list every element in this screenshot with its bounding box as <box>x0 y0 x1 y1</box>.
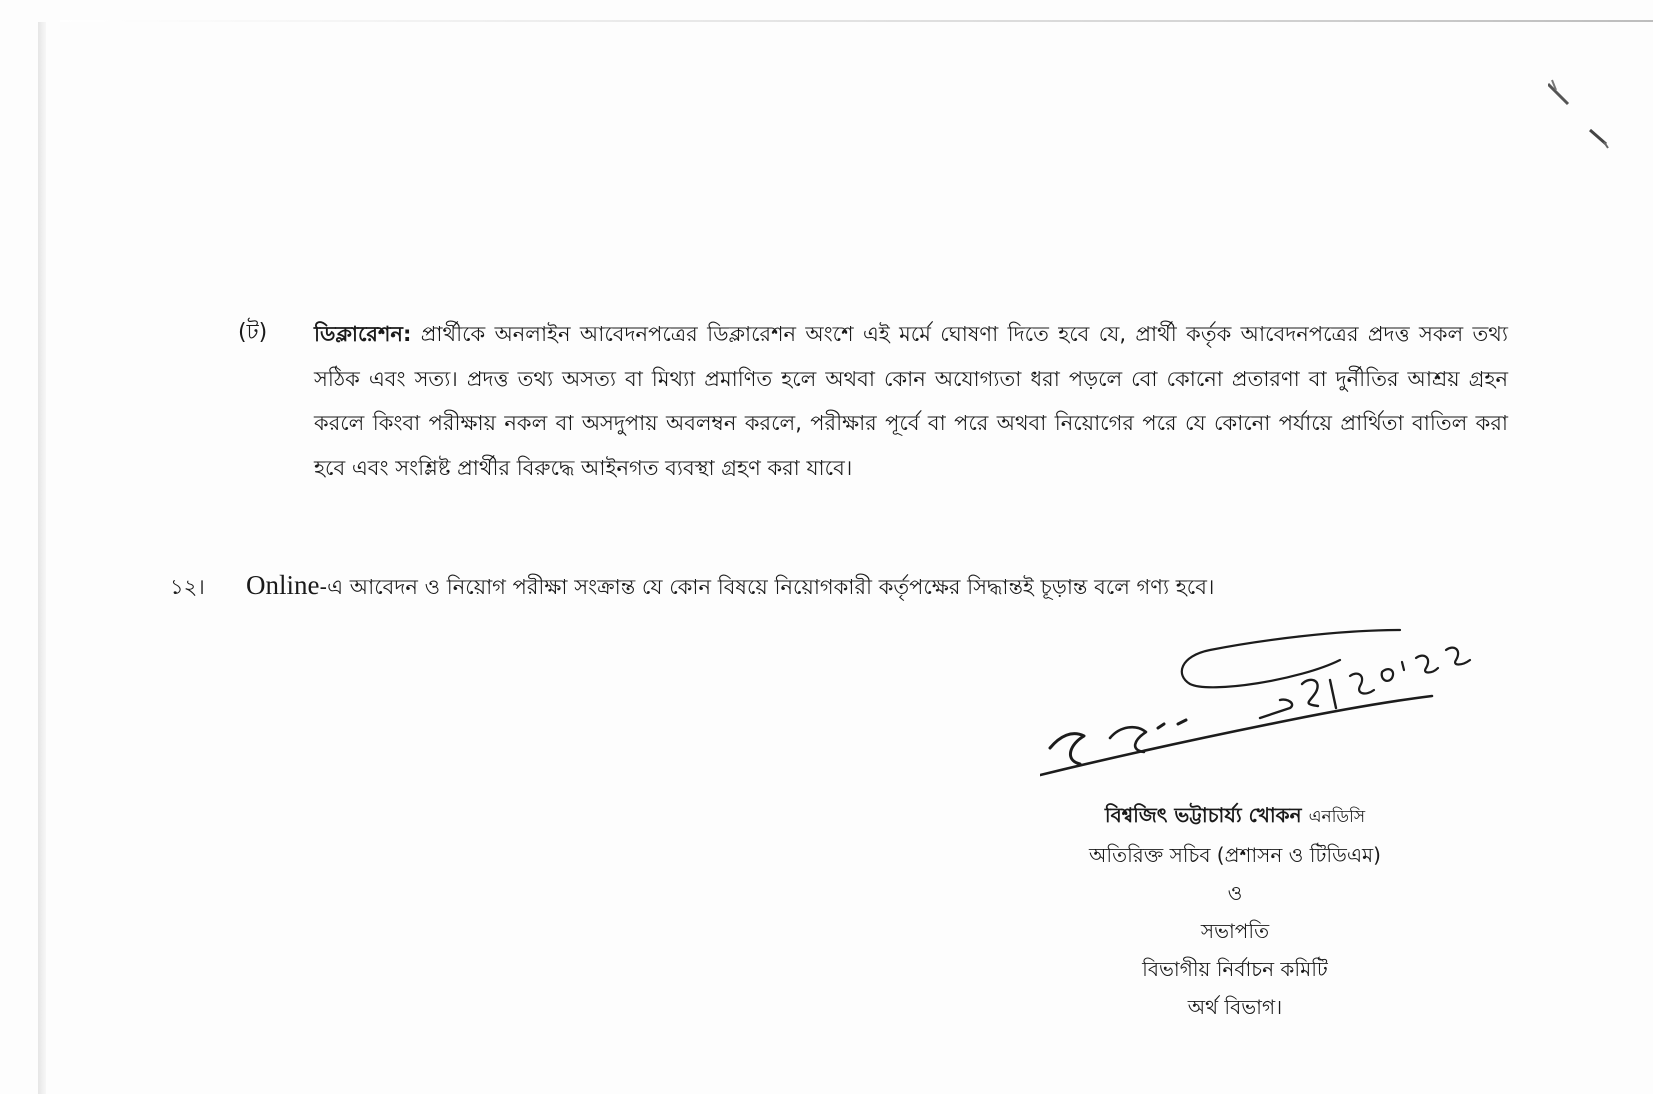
signatory-block <box>1000 796 1470 1026</box>
declaration-body <box>314 312 1508 490</box>
handwritten-signature <box>1040 620 1520 820</box>
signatory-name: বিশ্বজিৎ ভট্টাচার্য্য খোকন <box>1104 803 1302 827</box>
section-number: ১২। <box>170 575 205 599</box>
online-decision-paragraph <box>170 570 1470 606</box>
online-word: Online <box>246 570 320 600</box>
clause-marker: (ট) <box>238 320 268 345</box>
signatory-name-suffix: এনডিসি <box>1308 807 1366 827</box>
declaration-paragraph <box>238 312 1508 490</box>
signatory-name-line <box>1000 796 1470 836</box>
signatory-role: সভাপতি <box>1200 919 1270 943</box>
signatory-designation: অতিরিক্ত সচিব (প্রশাসন ও টিডিএম) <box>1089 843 1381 867</box>
scan-top-edge <box>60 20 1653 22</box>
declaration-text: প্রার্থীকে অনলাইন আবেদনপত্রের ডিক্লারেশন অংশে এই মর্মে ঘোষণা দিতে হবে যে, প্রার্থী কর্তৃক আবেদনপত্রের প্রদত্ত সকল তথ্য সঠিক এবং সত্য। প্রদত্ত তথ্য অসত্য বা মিথ্যা প্রমাণিত হলে অথবা কোন অযোগ্যতা ধরা পড়লে বো কোনো প্রতারণা বা দুর্নীতির আশ্রয় গ্রহন করলে কিংবা পরীক্ষায় নকল বা অসদুপায় অবলম্বন করলে, পরীক্ষার পূর্বে বা পরে অথবা নিয়োগের পরে যে কোনো পর্যায়ে প্রার্থিতা বাতিল করা হবে এবং সংশ্লিষ্ট প্রার্থীর বিরুদ্ধে আইনগত ব্যবস্থা গ্রহণ করা যাবে। <box>314 322 1508 480</box>
declaration-heading: ডিক্লারেশন: <box>314 322 412 346</box>
signatory-conjunction: ও <box>1227 881 1243 905</box>
signatory-committee: বিভাগীয় নির্বাচন কমিটি <box>1142 957 1328 981</box>
corner-scan-marks <box>1548 72 1618 162</box>
signatory-division: অর্থ বিভাগ। <box>1187 995 1283 1019</box>
online-decision-text: -এ আবেদন ও নিয়োগ পরীক্ষা সংক্রান্ত যে কোন বিষয়ে নিয়োগকারী কর্তৃপক্ষের সিদ্ধান্তই চূড়ান্ত বলে গণ্য হবে। <box>319 575 1215 599</box>
scan-left-edge <box>38 22 46 1094</box>
